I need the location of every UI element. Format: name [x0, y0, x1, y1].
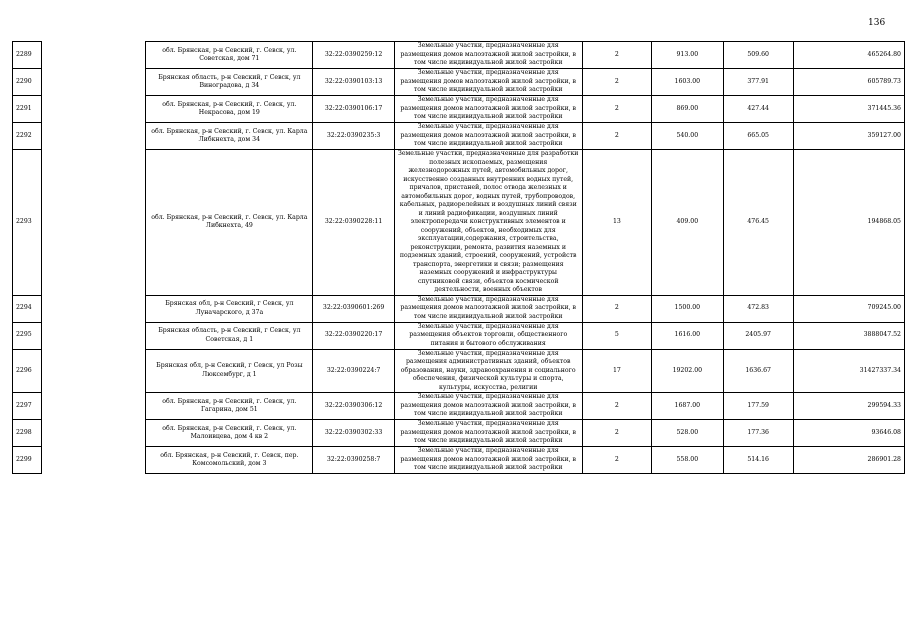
- cadastral-number: 32:22:0390601:269: [313, 295, 394, 322]
- category-code: 2: [582, 393, 652, 420]
- table-row: [13, 322, 905, 349]
- table-row: [13, 123, 905, 150]
- gap: [41, 349, 146, 393]
- row-number: 2296: [13, 349, 42, 393]
- unit-price: 2405.97: [723, 322, 793, 349]
- unit-price: 509.60: [723, 42, 793, 69]
- cadastral-number: 32:22:0390228:11: [313, 150, 394, 296]
- cadastral-number: 32:22:0390235:3: [313, 123, 394, 150]
- unit-price: 665.05: [723, 123, 793, 150]
- address: обл. Брянская, р-н Севский, г. Севск, пер. Комсомольский, дом 3: [146, 447, 313, 474]
- category-code: 2: [582, 69, 652, 96]
- unit-price: 377.91: [723, 69, 793, 96]
- table-row: [13, 447, 905, 474]
- table-row: [13, 96, 905, 123]
- area: 409.00: [652, 150, 723, 296]
- cadastral-value: 286901.28: [793, 447, 904, 474]
- unit-price: 514.16: [723, 447, 793, 474]
- unit-price: 1636.67: [723, 349, 793, 393]
- area: 1500.00: [652, 295, 723, 322]
- gap: [41, 322, 146, 349]
- row-number: 2299: [13, 447, 42, 474]
- address: обл. Брянская, р-н Севский, г. Севск, ул. Карла Либкнехта, дом 34: [146, 123, 313, 150]
- area: 1687.00: [652, 393, 723, 420]
- unit-price: 177.59: [723, 393, 793, 420]
- cadastral-value: 31427337.34: [793, 349, 904, 393]
- category-code: 2: [582, 447, 652, 474]
- row-number: 2289: [13, 42, 42, 69]
- area: 19202.00: [652, 349, 723, 393]
- land-use: Земельные участки, предназначенные для размещения домов малоэтажной жилой застройки, в том числе индивидуальной жилой застройки: [394, 123, 582, 150]
- address: Брянская область, р-н Севский, г Севск, ул Виноградова, д 34: [146, 69, 313, 96]
- land-use: Земельные участки, предназначенные для размещения домов малоэтажной жилой застройки, в том числе индивидуальной жилой застройки: [394, 96, 582, 123]
- land-use: Земельные участки, предназначенные для размещения домов малоэтажной жилой застройки, в том числе индивидуальной жилой застройки: [394, 69, 582, 96]
- category-code: 13: [582, 150, 652, 296]
- row-number: 2292: [13, 123, 42, 150]
- gap: [41, 295, 146, 322]
- row-number: 2291: [13, 96, 42, 123]
- cadastral-value: 299594.33: [793, 393, 904, 420]
- cadastral-number: 32:22:0390220:17: [313, 322, 394, 349]
- unit-price: 472.83: [723, 295, 793, 322]
- address: обл. Брянская, р-н Севский, г. Севск, ул. Гагарина, дом 51: [146, 393, 313, 420]
- category-code: 2: [582, 420, 652, 447]
- cadastral-number: 32:22:0390302:33: [313, 420, 394, 447]
- cadastral-number: 32:22:0390258:7: [313, 447, 394, 474]
- row-number: 2290: [13, 69, 42, 96]
- table-row: [13, 69, 905, 96]
- cadastral-number: 32:22:0390306:12: [313, 393, 394, 420]
- area: 540.00: [652, 123, 723, 150]
- gap: [41, 69, 146, 96]
- cadastral-value: 93646.08: [793, 420, 904, 447]
- area: 558.00: [652, 447, 723, 474]
- address: обл. Брянская, р-н Севский, г. Севск, ул. Карла Либкнехта, 49: [146, 150, 313, 296]
- land-use: Земельные участки, предназначенные для разработки полезных ископаемых, размещения железнодорожных путей, автомобильных дорог, искусственно созданных внутренних водных путей, причалов, пристаней, полос отвода железных и автомобильных дорог, водных путей, трубопроводов, кабельных, радиорелейных и воздушных линий связи и линий радиофикации, воздушных линий электропередачи конструктивных элементов и сооружений, объектов, необходимых для эксплуатации,содержания, строительства, реконструкции, ремонта, развития наземных и подземных зданий, строений, сооружений, устройств транспорта, энергетики и связи; размещения наземных сооружений и инфраструктуры спутниковой связи, объектов космической деятельности, военных объектов: [394, 150, 582, 296]
- category-code: 2: [582, 96, 652, 123]
- cadastral-number: 32:22:0390103:13: [313, 69, 394, 96]
- gap: [41, 42, 146, 69]
- cadastral-number: 32:22:0390106:17: [313, 96, 394, 123]
- address: обл. Брянская, р-н Севский, г. Севск, ул. Советская, дом 71: [146, 42, 313, 69]
- table-row: [13, 393, 905, 420]
- category-code: 2: [582, 123, 652, 150]
- land-use: Земельные участки, предназначенные для размещения домов малоэтажной жилой застройки, в том числе индивидуальной жилой застройки: [394, 420, 582, 447]
- table-row: [13, 295, 905, 322]
- land-registry-table: [12, 41, 905, 474]
- cadastral-value: 605789.73: [793, 69, 904, 96]
- area: 913.00: [652, 42, 723, 69]
- table-row: [13, 420, 905, 447]
- unit-price: 476.45: [723, 150, 793, 296]
- row-number: 2294: [13, 295, 42, 322]
- cadastral-number: 32:22:0390224:7: [313, 349, 394, 393]
- gap: [41, 420, 146, 447]
- category-code: 2: [582, 42, 652, 69]
- area: 1616.00: [652, 322, 723, 349]
- gap: [41, 123, 146, 150]
- area: 1603.00: [652, 69, 723, 96]
- unit-price: 177.36: [723, 420, 793, 447]
- gap: [41, 150, 146, 296]
- address: обл. Брянская, р-н Севский, г. Севск, ул. Некрасова, дом 19: [146, 96, 313, 123]
- land-use: Земельные участки, предназначенные для размещения объектов торговли, общественного питания и бытового обслуживания: [394, 322, 582, 349]
- cadastral-value: 194868.05: [793, 150, 904, 296]
- cadastral-value: 465264.80: [793, 42, 904, 69]
- cadastral-number: 32:22:0390259:12: [313, 42, 394, 69]
- unit-price: 427.44: [723, 96, 793, 123]
- land-use: Земельные участки, предназначенные для размещения домов малоэтажной жилой застройки, в том числе индивидуальной жилой застройки: [394, 447, 582, 474]
- row-number: 2295: [13, 322, 42, 349]
- category-code: 2: [582, 295, 652, 322]
- table-row: [13, 349, 905, 393]
- row-number: 2298: [13, 420, 42, 447]
- cadastral-value: 371445.36: [793, 96, 904, 123]
- area: 528.00: [652, 420, 723, 447]
- row-number: 2297: [13, 393, 42, 420]
- category-code: 5: [582, 322, 652, 349]
- land-use: Земельные участки, предназначенные для размещения административных зданий, объектов образования, науки, здравоохранения и социального обеспечения, физической культуры и спорта, культуры, искусства, религии: [394, 349, 582, 393]
- gap: [41, 447, 146, 474]
- gap: [41, 96, 146, 123]
- cadastral-value: 709245.00: [793, 295, 904, 322]
- gap: [41, 393, 146, 420]
- land-use: Земельные участки, предназначенные для размещения домов малоэтажной жилой застройки, в том числе индивидуальной жилой застройки: [394, 393, 582, 420]
- category-code: 17: [582, 349, 652, 393]
- land-use: Земельные участки, предназначенные для размещения домов малоэтажной жилой застройки, в том числе индивидуальной жилой застройки: [394, 42, 582, 69]
- cadastral-value: 3888047.52: [793, 322, 904, 349]
- table-row: [13, 42, 905, 69]
- page-number: 136: [868, 18, 886, 28]
- row-number: 2293: [13, 150, 42, 296]
- address: Брянская область, р-н Севский, г Севск, ул Советская, д 1: [146, 322, 313, 349]
- address: Брянская обл, р-н Севский, г Севск, ул Розы Люксембург, д 1: [146, 349, 313, 393]
- table-row: [13, 150, 905, 296]
- address: обл. Брянская, р-н Севский, г. Севск, ул. Малоивцева, дом 4 кв 2: [146, 420, 313, 447]
- cadastral-value: 359127.00: [793, 123, 904, 150]
- address: Брянская обл, р-н Севский, г Севск, ул Луначарского, д 37а: [146, 295, 313, 322]
- land-use: Земельные участки, предназначенные для размещения домов малоэтажной жилой застройки, в том числе индивидуальной жилой застройки: [394, 295, 582, 322]
- area: 869.00: [652, 96, 723, 123]
